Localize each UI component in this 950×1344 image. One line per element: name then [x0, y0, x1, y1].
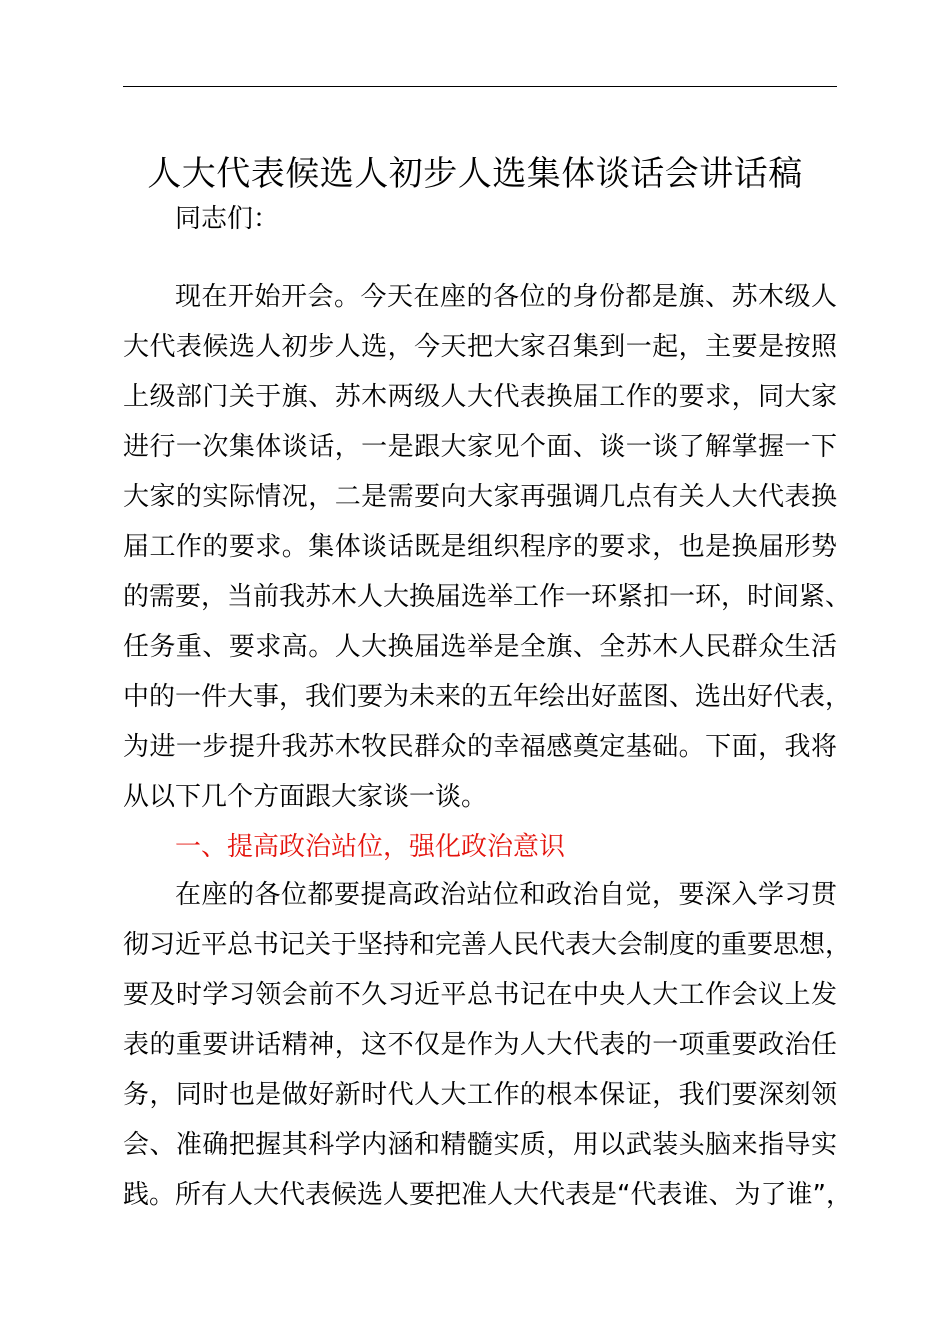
- paragraph-line: 上级部门关于旗、苏木两级人大代表换届工作的要求，同大家: [123, 382, 837, 412]
- paragraph-line: 在座的各位都要提高政治站位和政治自觉，要深入学习贯: [175, 880, 837, 910]
- paragraph-line: 现在开始开会。今天在座的各位的身份都是旗、苏木级人: [175, 282, 837, 312]
- paragraph-line: 大家的实际情况，二是需要向大家再强调几点有关人大代表换: [123, 482, 837, 512]
- paragraph-line: 从以下几个方面跟大家谈一谈。: [123, 782, 488, 812]
- paragraph-line: 要及时学习领会前不久习近平总书记在中央人大工作会议上发: [123, 980, 837, 1010]
- paragraph-line: 表的重要讲话精神，这不仅是作为人大代表的一项重要政治任: [123, 1030, 837, 1060]
- salutation: 同志们：: [175, 204, 280, 234]
- paragraph-line: 任务重、要求高。人大换届选举是全旗、全苏木人民群众生活: [123, 632, 837, 662]
- section-heading-1: 一、提高政治站位，强化政治意识: [175, 832, 566, 862]
- paragraph-line: 务，同时也是做好新时代人大工作的根本保证，我们要深刻领: [123, 1080, 837, 1110]
- paragraph-line: 大代表候选人初步人选，今天把大家召集到一起，主要是按照: [123, 332, 837, 362]
- paragraph-line: 会、准确把握其科学内涵和精髓实质，用以武装头脑来指导实: [123, 1130, 837, 1160]
- paragraph-line: 届工作的要求。集体谈话既是组织程序的要求，也是换届形势: [123, 532, 837, 562]
- paragraph-line: 进行一次集体谈话，一是跟大家见个面、谈一谈了解掌握一下: [123, 432, 837, 462]
- paragraph-line: 彻习近平总书记关于坚持和完善人民代表大会制度的重要思想，: [123, 930, 852, 960]
- paragraph-line: 践。所有人大代表候选人要把准人大代表是“代表谁、为了谁”，: [123, 1180, 852, 1210]
- paragraph-line: 中的一件大事，我们要为未来的五年绘出好蓝图、选出好代表，: [123, 682, 852, 712]
- paragraph-line: 为进一步提升我苏木牧民群众的幸福感奠定基础。下面，我将: [123, 732, 837, 762]
- header-rule: [123, 86, 837, 87]
- document-title: 人大代表候选人初步人选集体谈话会讲话稿: [147, 154, 803, 194]
- paragraph-line: 的需要，当前我苏木人大换届选举工作一环紧扣一环，时间紧、: [123, 582, 852, 612]
